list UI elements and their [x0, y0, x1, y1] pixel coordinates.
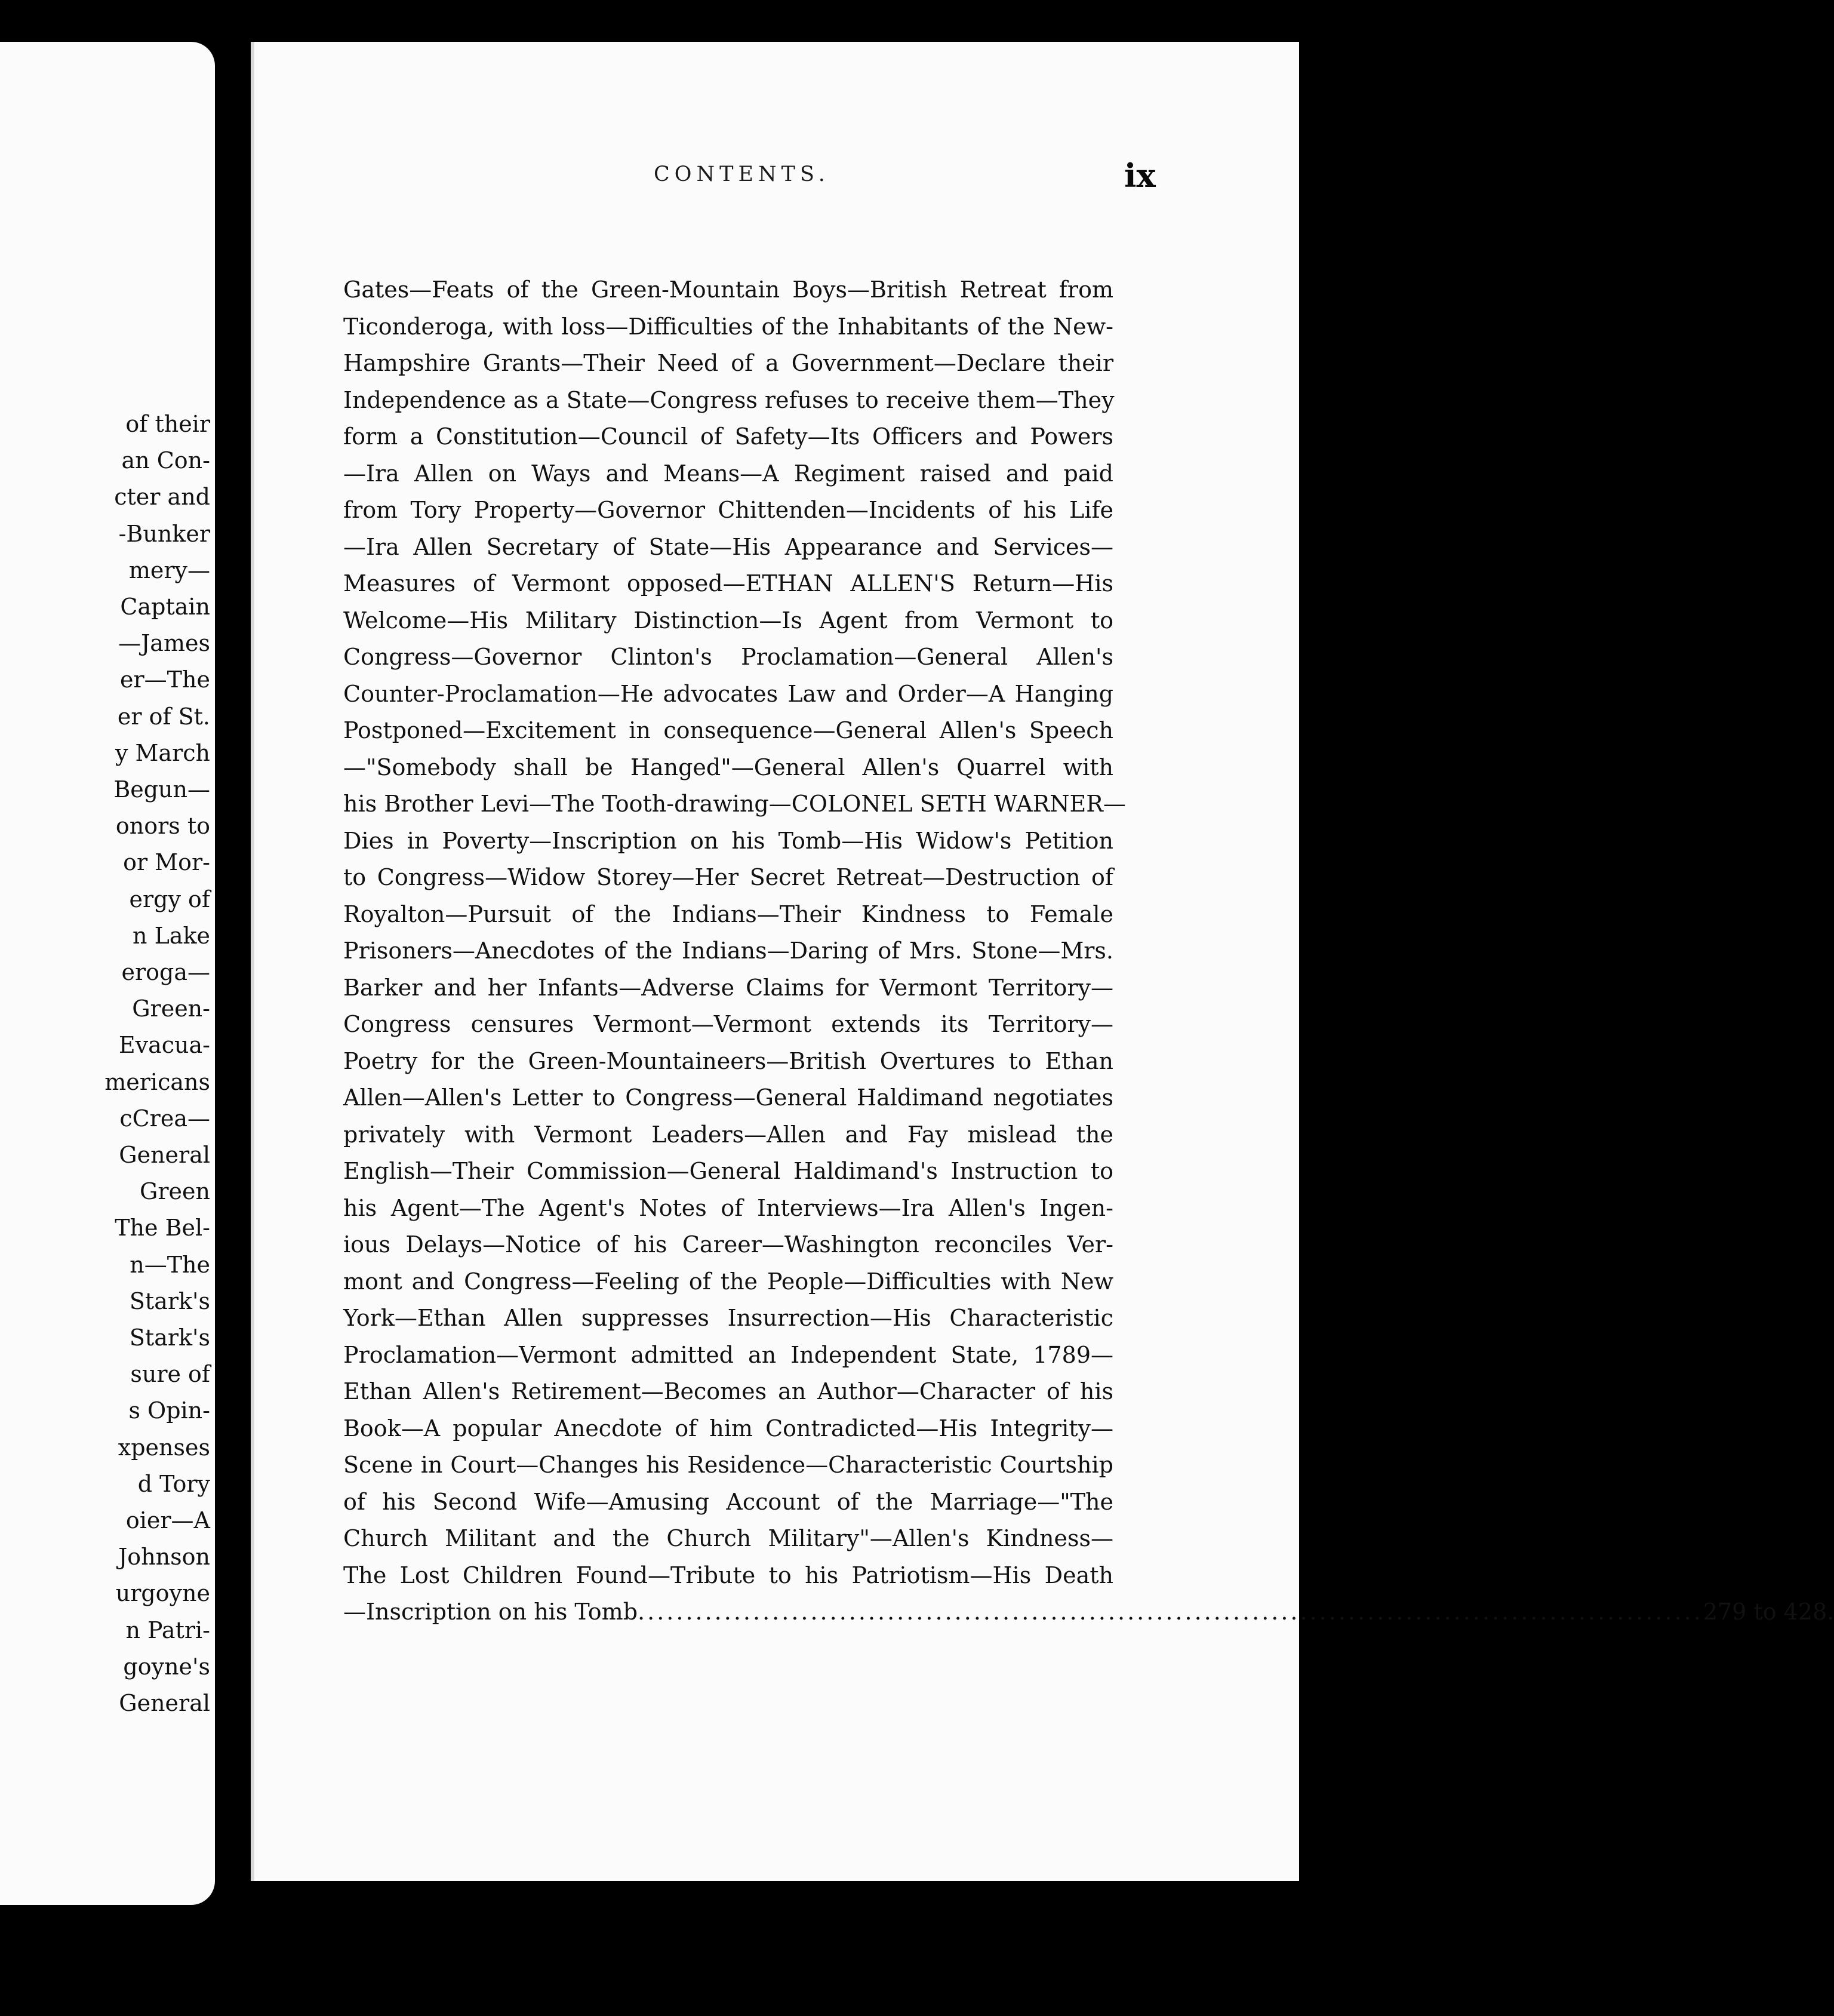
contents-line: Measures of Vermont opposed—ETHAN ALLEN'S Return—His	[343, 570, 1113, 597]
left-fragment-line: n Lake	[133, 922, 210, 949]
contents-line: privately with Vermont Leaders—Allen and Fay mislead the	[343, 1121, 1113, 1148]
contents-line: Congress censures Vermont—Vermont extends its Territory—	[343, 1011, 1113, 1037]
contents-line: from Tory Property—Governor Chittenden—Incidents of his Life	[343, 497, 1113, 523]
left-page	[0, 42, 215, 1905]
left-fragment-line: Evacua-	[118, 1032, 210, 1059]
left-fragment-line: goyne's	[123, 1653, 210, 1680]
contents-line: his Agent—The Agent's Notes of Interviews—Ira Allen's Ingen-	[343, 1194, 1113, 1221]
left-fragment-line: -Bunker	[118, 520, 210, 547]
left-fragment-line: General	[119, 1142, 210, 1168]
left-fragment-line: sure of	[130, 1361, 210, 1388]
contents-line: Book—A popular Anecdote of him Contradicted—His Integrity—	[343, 1415, 1113, 1442]
contents-line: his Brother Levi—The Tooth-drawing—COLONEL SETH WARNER—	[343, 791, 1126, 817]
contents-line: Gates—Feats of the Green-Mountain Boys—British Retreat from	[343, 276, 1113, 303]
left-fragment-line: —James	[118, 630, 210, 657]
left-fragment-line: Stark's	[129, 1287, 210, 1314]
left-fragment-line: er of St.	[117, 703, 210, 730]
page-range: 279 to 428.	[1703, 1599, 1834, 1625]
left-fragment-line: or Mor-	[123, 849, 210, 876]
left-fragment-line: oier—A	[125, 1507, 210, 1533]
left-fragment-line: xpenses	[118, 1434, 210, 1461]
page-number: ix	[1124, 156, 1156, 195]
contents-text	[343, 272, 1834, 1631]
left-fragment-line: Captain	[120, 594, 210, 620]
left-fragment-line: Begun—	[113, 776, 210, 803]
contents-line: Congress—Governor Clinton's Proclamation—General Allen's	[343, 644, 1113, 670]
contents-last-line	[343, 1594, 1834, 1631]
contents-line: to Congress—Widow Storey—Her Secret Retreat—Destruction of	[343, 864, 1113, 890]
left-fragment-line: ergy of	[129, 886, 210, 912]
contents-line: Poetry for the Green-Mountaineers—British Overtures to Ethan	[343, 1047, 1113, 1074]
left-fragment-line: Green	[140, 1178, 210, 1205]
contents-line: Prisoners—Anecdotes of the Indians—Daring of Mrs. Stone—Mrs.	[343, 938, 1113, 964]
contents-line: Ethan Allen's Retirement—Becomes an Author—Character of his	[343, 1378, 1113, 1405]
contents-line: The Lost Children Found—Tribute to his Patriotism—His Death	[343, 1562, 1113, 1588]
contents-line: Church Militant and the Church Military"—Allen's Kindness—	[343, 1525, 1113, 1551]
left-fragment-line: mery—	[128, 557, 210, 583]
contents-line: Counter-Proclamation—He advocates Law and Order—A Hanging	[343, 680, 1113, 707]
contents-line: Ticonderoga, with loss—Difficulties of the Inhabitants of the New-	[343, 313, 1113, 340]
contents-line: ious Delays—Notice of his Career—Washington reconciles Ver-	[343, 1231, 1113, 1258]
contents-line: —"Somebody shall be Hanged"—General Allen's Quarrel with	[343, 754, 1113, 780]
contents-line: —Ira Allen Secretary of State—His Appearance and Services—	[343, 533, 1113, 560]
left-fragment-line: Green-	[132, 995, 210, 1022]
contents-line: Barker and her Infants—Adverse Claims for Vermont Territory—	[343, 974, 1113, 1001]
running-head: CONTENTS.	[654, 162, 830, 186]
contents-line: —Ira Allen on Ways and Means—A Regiment raised and paid	[343, 460, 1113, 487]
left-fragment-line: The Bel-	[115, 1215, 210, 1241]
left-fragment-line: Johnson	[118, 1544, 210, 1571]
contents-line: York—Ethan Allen suppresses Insurrection—His Characteristic	[343, 1305, 1113, 1331]
left-fragment-line: onors to	[115, 813, 210, 840]
contents-line: form a Constitution—Council of Safety—Its Officers and Powers	[343, 423, 1113, 450]
left-fragment-line: an Con-	[121, 447, 210, 474]
left-fragment-line: er—The	[120, 666, 210, 693]
left-fragment-line: Stark's	[129, 1324, 210, 1351]
left-fragment-line: of their	[125, 411, 210, 437]
left-fragment-line: s Opin-	[128, 1397, 210, 1424]
left-fragment-line: eroga—	[121, 959, 210, 985]
left-fragment-line: cter and	[114, 484, 210, 511]
contents-line: Postponed—Excitement in consequence—General Allen's Speech	[343, 717, 1113, 743]
left-fragment-line: y March	[115, 739, 210, 766]
contents-line: Allen—Allen's Letter to Congress—General Haldimand negotiates	[343, 1084, 1113, 1111]
contents-line: Royalton—Pursuit of the Indians—Their Kindness to Female	[343, 901, 1113, 927]
left-fragment-line: n—The	[130, 1251, 210, 1278]
contents-line: Welcome—His Military Distinction—Is Agent from Vermont to	[343, 607, 1113, 634]
contents-line: mont and Congress—Feeling of the People—Difficulties with New	[343, 1268, 1113, 1295]
left-fragment-line: cCrea—	[119, 1105, 210, 1132]
contents-line: Independence as a State—Congress refuses to receive them—They	[343, 386, 1115, 413]
contents-line: English—Their Commission—General Haldimand's Instruction to	[343, 1158, 1113, 1184]
contents-line: Scene in Court—Changes his Residence—Characteristic Courtship	[343, 1452, 1113, 1478]
contents-line: Dies in Poverty—Inscription on his Tomb—His Widow's Petition	[343, 827, 1113, 854]
contents-line: Proclamation—Vermont admitted an Independent State, 1789—	[343, 1341, 1113, 1368]
dot-leader: ...............................................................................................................	[638, 1599, 1703, 1625]
left-fragment-line: mericans	[104, 1068, 210, 1095]
last-line-text: —Inscription on his Tomb	[343, 1599, 638, 1625]
left-fragment-line: urgoyne	[115, 1580, 210, 1607]
left-fragment-line: d Tory	[137, 1470, 210, 1497]
left-fragment-line: General	[119, 1690, 210, 1716]
contents-line: Hampshire Grants—Their Need of a Government—Declare their	[343, 350, 1113, 376]
contents-line: of his Second Wife—Amusing Account of the Marriage—"The	[343, 1488, 1113, 1515]
left-fragment-line: n Patri-	[125, 1617, 210, 1643]
